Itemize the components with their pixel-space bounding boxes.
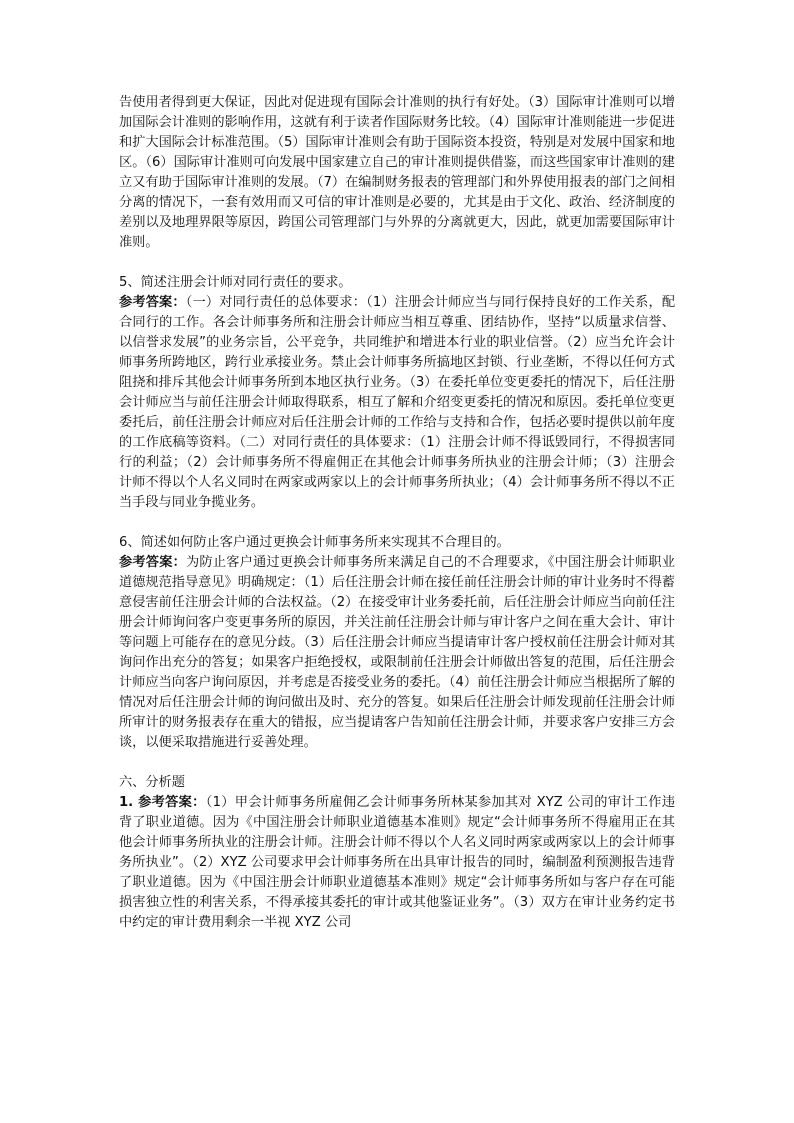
- answer-text: （1）甲会计师事务所雇佣乙会计师事务所林某参加其对 XYZ 公司的审计工作违背了职业道德。因为《中国注册会计师职业道德基本准则》规定“会计师事务所不得雇用正在其他会计师事务所执业的注册会计师。注册会计师不得以个人名义同时两家或两家以上的会计师事务所执业”。（2）XYZ 公司要求甲会计师事务所在出具审计报告的同时，编制盈利预测报告违背了职业道德。因为《中国注册会计师职业道德基本准则》规定“会计师事务所如与客户存在可能损害独立性的利害关系，不得承接其委托的审计或其他鉴证业务”。（3）双方在审计业务约定书中约定的审计费用剩余一半视 XYZ 公司: [119, 795, 676, 930]
- answer-label: 参考答案：: [119, 555, 187, 570]
- answer-label: 参考答案：: [119, 295, 186, 310]
- question-5-answer: [119, 293, 675, 513]
- question-6-answer: [119, 553, 675, 753]
- document-page: [119, 93, 675, 933]
- answer-text: 为防止客户通过更换会计师事务所来满足自己的不合理要求，《中国注册会计师职业道德规范指导意见》明确规定：（1）后任注册会计师在接任前任注册会计师的审计业务时不得蓄意侵害前任注册会计师的合法权益。（2）在接受审计业务委托前，后任注册会计师应当向前任注册会计师询问客户变更事务所的原因，并关注前任注册会计师与审计客户之间在重大会计、审计等问题上可能存在的意见分歧。（3）后任注册会计师应当提请审计客户授权前任注册会计师对其询问作出充分的答复；如果客户拒绝授权，或限制前任注册会计师做出答复的范围，后任注册会计师应当向客户询问原因，并考虑是否接受业务的委托。（4）前任注册会计师应当根据所了解的情况对后任注册会计师的询问做出及时、充分的答复。如果后任注册会计师发现前任注册会计师所审计的财务报表存在重大的错报，应当提请客户告知前任注册会计师，并要求客户安排三方会谈，以便采取措施进行妥善处理。: [119, 555, 676, 750]
- question-5-title: 5、简述注册会计师对同行责任的要求。: [119, 275, 352, 290]
- answer-text: （一）对同行责任的总体要求：（1）注册会计师应当与同行保持良好的工作关系，配合同行的工作。各会计师事务所和注册会计师应当相互尊重、团结协作，坚持“以质量求信誉、以信誉求发展”的业务宗旨，公平竞争，共同维护和增进本行业的职业信誉。（2）应当允许会计师事务所跨地区，跨行业承接业务。禁止会计师事务所搞地区封锁、行业垄断，不得以任何方式阻挠和排斥其他会计师事务所到本地区执行业务。（3）在委托单位变更委托的情况下，后任注册会计师应当与前任注册会计师取得联系，相互了解和介绍变更委托的情况和原因。委托单位变更委托后，前任注册会计师应对后任注册会计师的工作给与支持和合作，包括必要时提供以前年度的工作底稿等资料。（二）对同行责任的具体要求：（1）注册会计师不得诋毁同行，不得损害同行的利益；（2）会计师事务所不得雇佣正在其他会计师事务所执业的注册会计师；（3）注册会计师不得以个人名义同时在两家或两家以上的会计师事务所执业；（4）会计师事务所不得以不正当手段与同业争揽业务。: [119, 295, 676, 510]
- paragraph-gap: [119, 513, 675, 533]
- answer-label: 参考答案：: [138, 795, 206, 810]
- item-number: 1.: [119, 795, 139, 810]
- paragraph-gap: [119, 753, 675, 773]
- question-6-title: 6、简述如何防止客户通过更换会计师事务所来实现其不合理目的。: [119, 535, 510, 550]
- analysis-answer-1: [119, 793, 675, 933]
- intro-paragraph: 告使用者得到更大保证，因此对促进现有国际会计准则的执行有好处。（3）国际审计准则可以增加国际会计准则的影响作用，这就有利于读者作国际财务比较。（4）国际审计准则能进一步促进和扩大国际会计标准范围。（5）国际审计准则会有助于国际资本投资，特别是对发展中国家和地区。（6）国际审计准则可向发展中国家建立自己的审计准则提供借鉴，而这些国家审计准则的建立又有助于国际审计准则的发展。（7）在编制财务报表的管理部门和外界使用报表的部门之间相分离的情况下，一套有效用而又可信的审计准则是必要的，尤其是由于文化、政治、经济制度的差别以及地理界限等原因，跨国公司管理部门与外界的分离就更大，因此，就更加需要国际审计准则。: [119, 95, 675, 250]
- section-6-heading: 六、分析题: [119, 775, 185, 790]
- paragraph-gap: [119, 253, 675, 273]
